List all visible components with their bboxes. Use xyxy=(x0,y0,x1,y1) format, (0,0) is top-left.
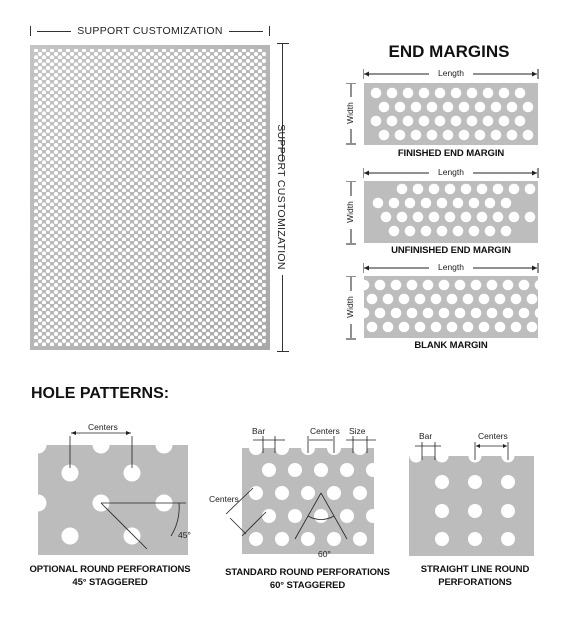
support-customization-top-text: SUPPORT CUSTOMIZATION xyxy=(77,25,223,37)
width-label: Width xyxy=(345,102,355,124)
standard-angle-label: 60° xyxy=(318,549,331,559)
straight-caption-line2: PERFORATIONS xyxy=(438,577,512,588)
length-label: Length xyxy=(438,68,464,78)
standard-centers-left-label: Centers xyxy=(209,494,239,504)
standard-size-label: Size xyxy=(349,426,366,436)
width-label: Width xyxy=(345,201,355,223)
top-dimension-label xyxy=(30,23,270,39)
finished-end-margin-caption: FINISHED END MARGIN xyxy=(397,148,505,159)
width-label: Width xyxy=(345,296,355,318)
straight-centers-label: Centers xyxy=(478,431,508,441)
perforated-sheet xyxy=(30,45,270,350)
unfinished-margin-plate xyxy=(364,181,538,243)
length-label: Length xyxy=(438,167,464,177)
standard-centers-top-label: Centers xyxy=(310,426,340,436)
dimension-cap-right xyxy=(269,26,270,36)
straight-caption-line1: STRAIGHT LINE ROUND xyxy=(420,564,530,575)
standard-caption-line1: STANDARD ROUND PERFORATIONS xyxy=(225,567,390,578)
blank-margin-caption: BLANK MARGIN xyxy=(414,340,488,351)
standard-round-diagram xyxy=(206,418,386,563)
optional-angle-label: 45° xyxy=(178,530,191,540)
end-margin-panel-blank xyxy=(343,259,543,359)
side-dimension-label xyxy=(276,43,290,352)
optional-round-diagram xyxy=(34,418,194,558)
blank-margin-plate xyxy=(364,276,538,338)
optional-caption-line2: 45° STAGGERED xyxy=(72,577,148,588)
hole-patterns-title: HOLE PATTERNS: xyxy=(31,385,170,402)
end-margin-panel-unfinished xyxy=(343,163,543,263)
dimension-line-right xyxy=(229,31,263,32)
finished-margin-plate xyxy=(364,83,538,145)
dimension-line-left xyxy=(37,31,71,32)
optional-caption-line1: OPTIONAL ROUND PERFORATIONS xyxy=(29,564,191,575)
optional-centers-label: Centers xyxy=(88,422,118,432)
dimension-cap-left xyxy=(30,26,31,36)
standard-bar-label: Bar xyxy=(252,426,266,436)
standard-caption-line2: 60° STAGGERED xyxy=(269,580,346,591)
end-margins-title: END MARGINS xyxy=(388,42,510,61)
straight-bar-label: Bar xyxy=(419,431,433,441)
end-margin-panel-finished xyxy=(343,63,543,163)
unfinished-end-margin-caption: UNFINISHED END MARGIN xyxy=(391,245,511,256)
sheet-holes xyxy=(34,49,266,346)
length-label: Length xyxy=(438,262,464,272)
support-customization-side-text: SUPPORT CUSTOMIZATION xyxy=(275,124,287,270)
